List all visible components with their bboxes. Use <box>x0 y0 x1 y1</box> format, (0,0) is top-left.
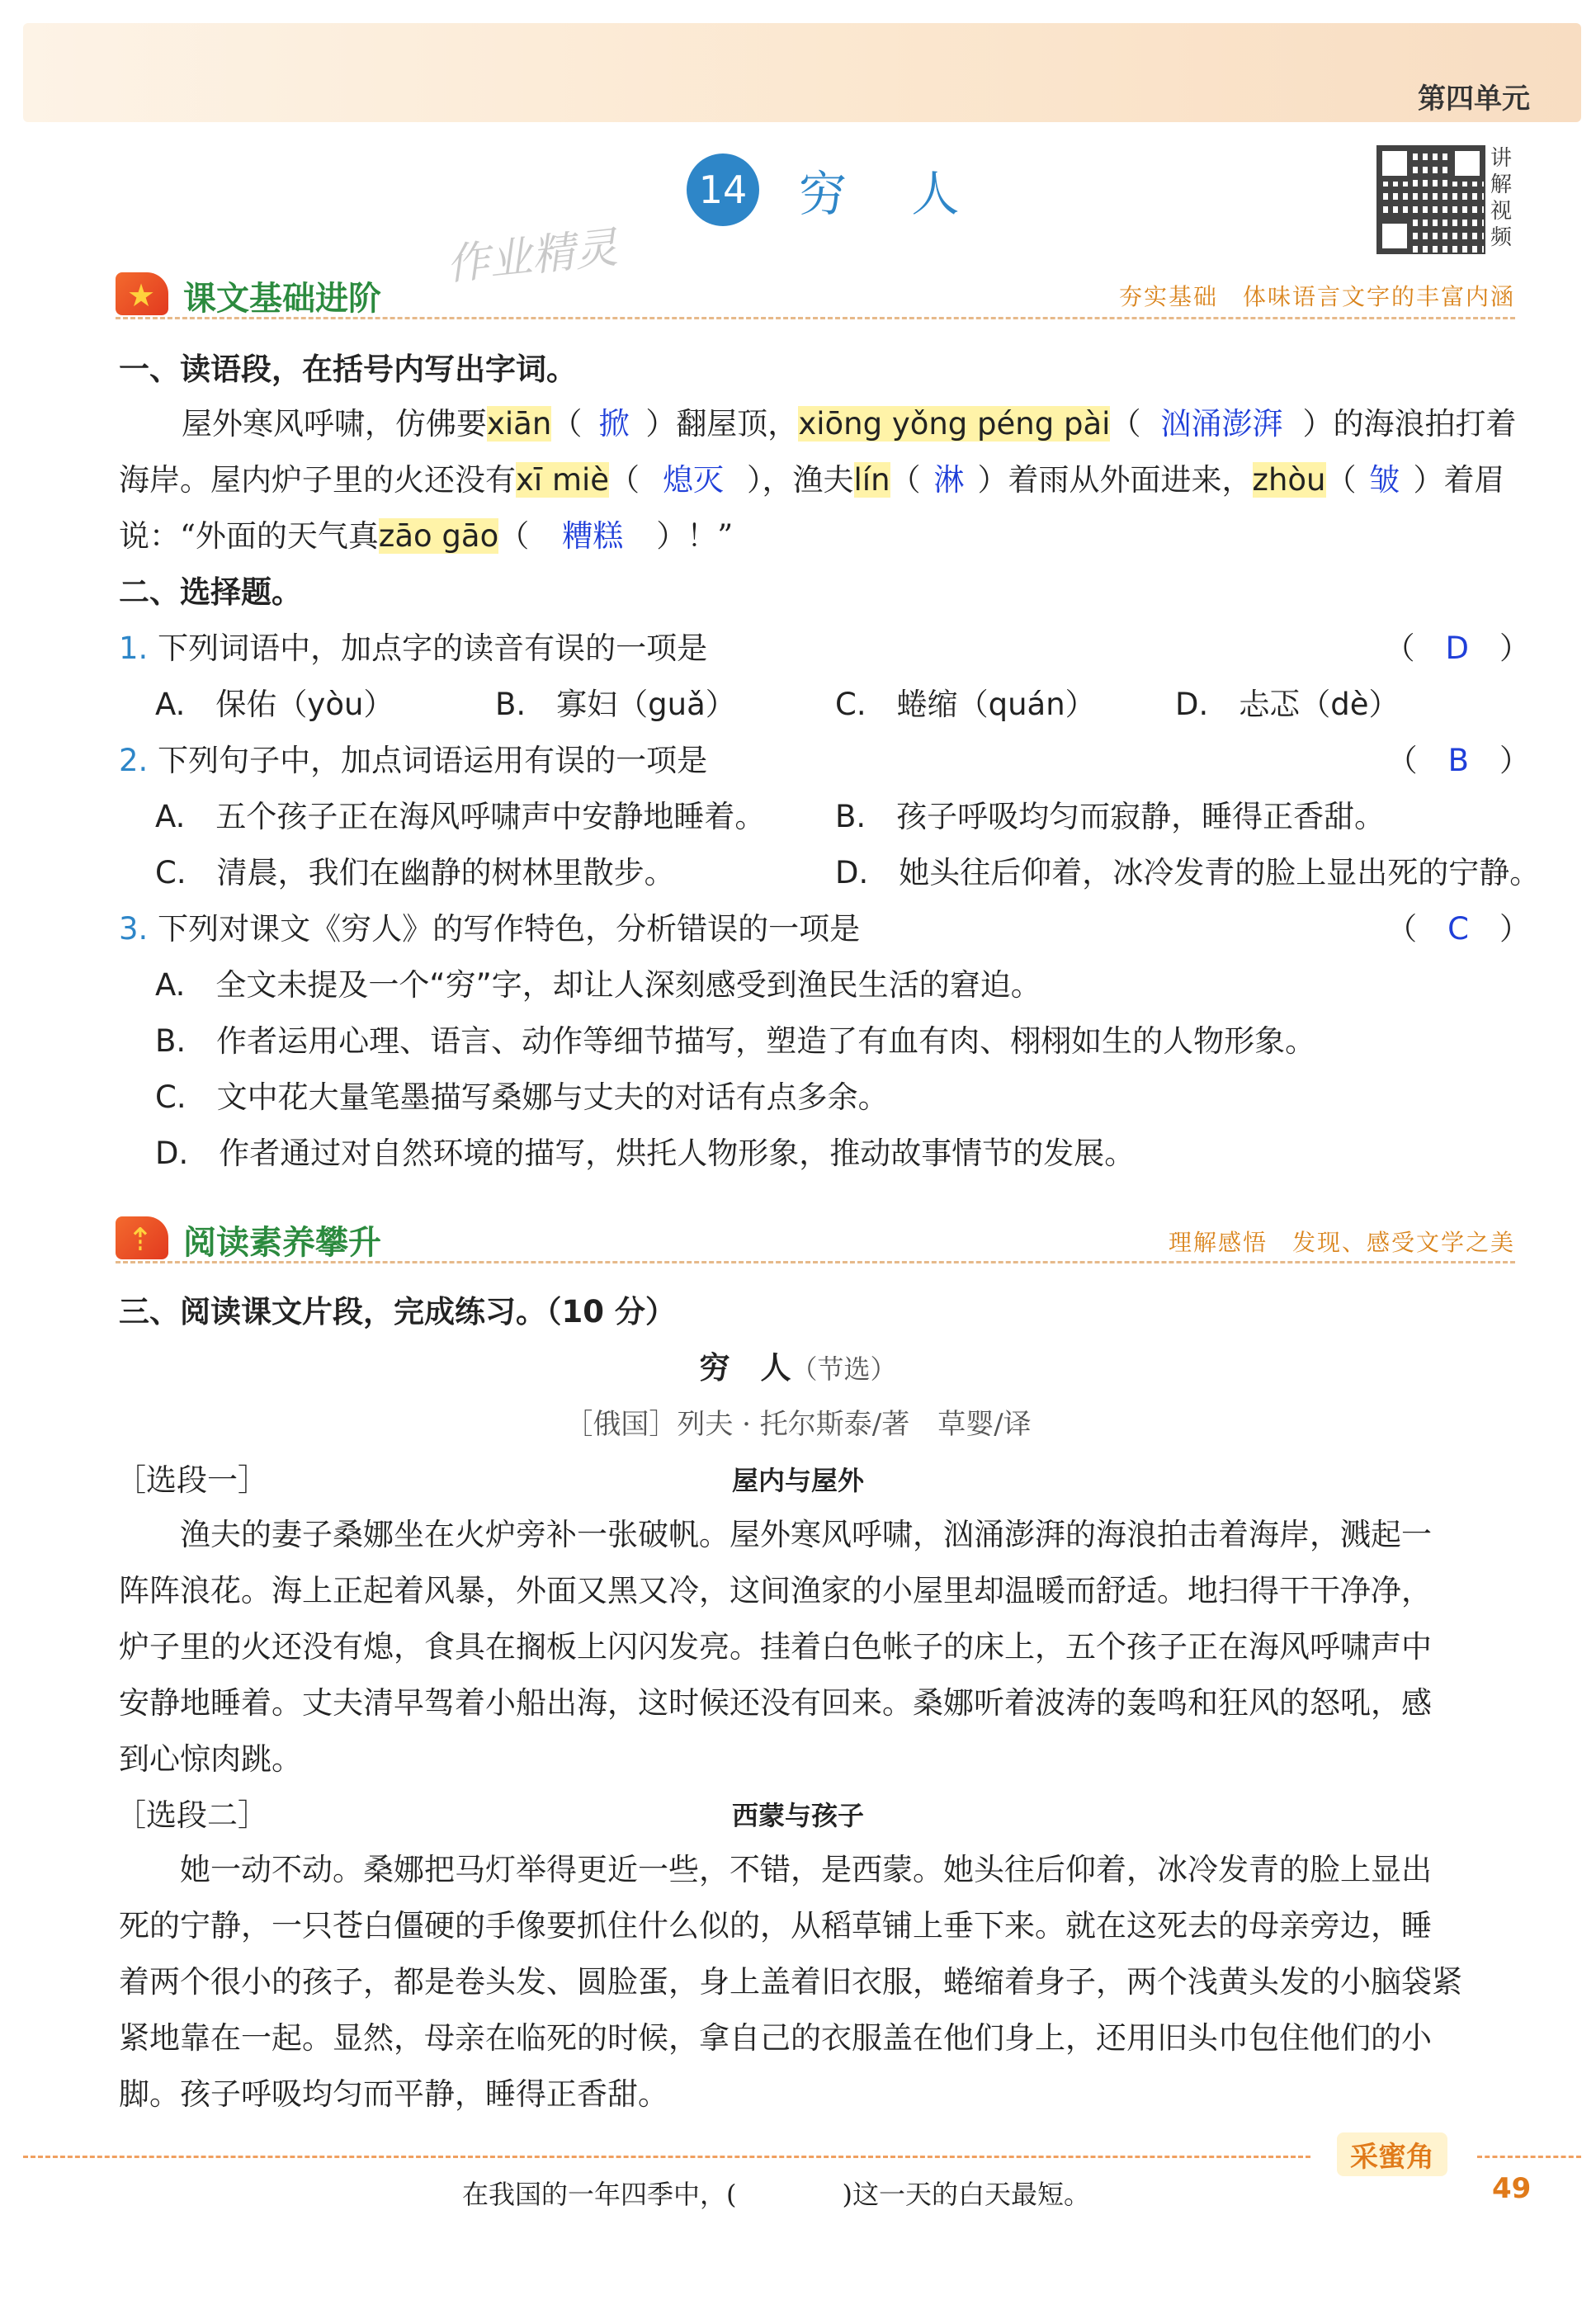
q1-stem: 1. 下列词语中，加点字的读音有误的一项是 <box>119 630 708 666</box>
part2-heading: 二、选择题。 <box>119 574 302 610</box>
part1-heading: 一、读语段，在括号内写出字词。 <box>119 352 577 387</box>
section-divider <box>116 1261 1515 1263</box>
q1-option-a: A. 保佑（yòu） <box>155 687 394 722</box>
qr-code-icon[interactable] <box>1376 145 1485 254</box>
arrow-icon: ⇡ <box>116 1216 168 1259</box>
part3-heading: 三、阅读课文片段，完成练习。（10 分） <box>119 1294 676 1329</box>
q3-option-d: D. 作者通过对自然环境的描写，烘托人物形象，推动故事情节的发展。 <box>155 1136 1136 1171</box>
q2-option-c: C. 清晨，我们在幽静的树林里散步。 <box>155 855 675 890</box>
passage-author: ［俄国］列夫 · 托尔斯泰/著 草婴/译 <box>564 1408 1032 1441</box>
q2-stem: 2. 下列句子中，加点词语运用有误的一项是 <box>119 743 708 778</box>
segment2-title: 西蒙与孩子 <box>731 1800 864 1831</box>
unit-label: 第四单元 <box>1418 83 1530 116</box>
q3-option-c: C. 文中花大量笔墨描写桑娜与丈夫的对话有点多余。 <box>155 1079 889 1115</box>
tip-text: 在我国的一年四季中，( )这一天的白天最短。 <box>462 2179 1090 2210</box>
page-number: 49 <box>1492 2172 1532 2205</box>
q2-option-a: A. 五个孩子正在海风呼啸声中安静地睡着。 <box>155 799 766 834</box>
q2-option-b: B. 孩子呼吸均匀而寂静，睡得正香甜。 <box>835 799 1386 834</box>
q1-option-d: D. 忐忑（dè） <box>1175 687 1400 722</box>
part1-line-3: 说：“外面的天气真zāo gāo（ 糟糕 ）！” <box>119 518 734 554</box>
section-divider <box>116 317 1515 319</box>
part1-line-1: 屋外寒风呼啸，仿佛要xiān（ 掀 ）翻屋顶，xiōng yǒng péng pài（ 汹涌澎湃 ）的海浪拍打着 <box>182 406 1517 442</box>
segment1-title: 屋内与屋外 <box>731 1465 864 1496</box>
qr-label: 讲解视频 <box>1490 146 1512 250</box>
passage-title: 穷 人（节选） <box>699 1350 897 1386</box>
q3-option-b: B. 作者运用心理、语言、动作等细节描写，塑造了有血有肉、栩栩如生的人物形象。 <box>155 1023 1316 1059</box>
segment1-label: ［选段一］ <box>116 1462 268 1498</box>
q1-answer: （ D ） <box>1384 630 1530 666</box>
q3-stem: 3. 下列对课文《穷人》的写作特色，分析错误的一项是 <box>119 911 861 947</box>
star-icon: ★ <box>116 272 168 315</box>
q3-answer: （ C ） <box>1386 911 1530 947</box>
q3-option-a: A. 全文未提及一个“穷”字，却让人深刻感受到渔民生活的窘迫。 <box>155 967 1041 1003</box>
section-title-basics: 课文基础进阶 <box>183 280 381 318</box>
header-band <box>23 23 1581 122</box>
q1-option-c: C. 蜷缩（quán） <box>835 687 1096 722</box>
tip-tag: 采蜜角 <box>1337 2132 1447 2176</box>
segment2-label: ［选段二］ <box>116 1797 268 1833</box>
section-tag-reading: 理解感悟 发现、感受文学之美 <box>1168 1229 1515 1256</box>
section-title-reading: 阅读素养攀升 <box>183 1224 381 1262</box>
footer-divider <box>23 2156 1310 2158</box>
section-tag-basics: 夯实基础 体味语言文字的丰富内涵 <box>1118 283 1515 310</box>
lesson-title: 穷 人 <box>799 166 985 222</box>
watermark: 作业精灵 <box>444 223 621 290</box>
q2-option-d: D. 她头往后仰着，冰冷发青的脸上显出死的宁静。 <box>835 855 1541 890</box>
q1-option-b: B. 寡妇（guǎ） <box>495 687 736 722</box>
q2-answer: （ B ） <box>1386 743 1530 778</box>
footer-divider <box>1477 2156 1581 2158</box>
lesson-number-badge: 14 <box>687 153 759 226</box>
part1-line-2: 海岸。屋内炉子里的火还没有xī miè（ 熄灭 ），渔夫lín（ 淋 ）着雨从外面进来，zhòu（ 皱 ）着眉 <box>119 462 1505 498</box>
